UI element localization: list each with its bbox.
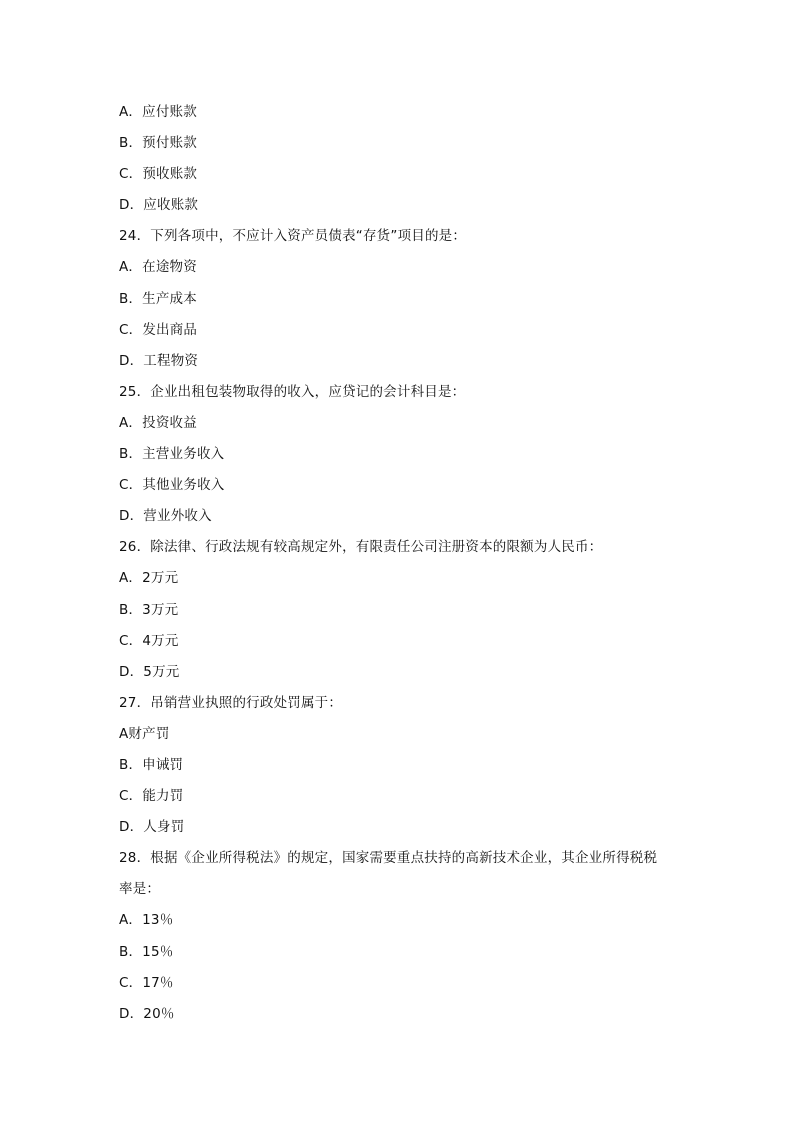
question-27-option-b: B．申诫罚 xyxy=(119,756,184,773)
question-28-text-line-1: 28．根据《企业所得税法》的规定，国家需要重点扶持的高新技术企业，其企业所得税税 xyxy=(119,850,658,867)
question-25-option-b: B．主营业务收入 xyxy=(119,446,225,463)
option-b-text: B．预付账款 xyxy=(119,135,197,152)
question-28-option-c: C．17％ xyxy=(119,974,174,991)
question-28-option-d: D．20％ xyxy=(119,1005,175,1022)
question-26-option-a: A．2万元 xyxy=(119,570,179,587)
question-24-option-d: D．工程物资 xyxy=(119,352,199,369)
question-27-text: 27．吊销营业执照的行政处罚属于： xyxy=(119,694,343,711)
question-27-option-c: C．能力罚 xyxy=(119,788,184,805)
question-25-option-c: C．其他业务收入 xyxy=(119,477,225,494)
question-24-option-b: B．生产成本 xyxy=(119,290,197,307)
question-28-option-a: A．13％ xyxy=(119,912,174,929)
question-27-option-d: D．人身罚 xyxy=(119,819,185,836)
question-25-text: 25．企业出租包装物取得的收入，应贷记的会计科目是： xyxy=(119,383,466,400)
question-24-option-c: C．发出商品 xyxy=(119,321,198,338)
question-24-text: 24．下列各项中，不应计入资产员债表“存货”项目的是： xyxy=(119,228,467,245)
question-26-option-d: D．5万元 xyxy=(119,663,180,680)
question-27-option-a: A财产罚 xyxy=(119,725,170,742)
question-26-option-b: B．3万元 xyxy=(119,601,179,618)
option-a-text: A．应付账款 xyxy=(119,104,197,120)
question-28-option-b: B．15％ xyxy=(119,943,174,960)
question-list xyxy=(119,101,699,1034)
question-24-option-a: A．在途物资 xyxy=(119,259,197,276)
option-d-text: D．应收账款 xyxy=(119,197,199,214)
question-26-text: 26．除法律、行政法规有较高规定外，有限责任公司注册资本的限额为人民币： xyxy=(119,539,603,556)
option-c-text: C．预收账款 xyxy=(119,166,198,183)
question-25-option-d: D．营业外收入 xyxy=(119,508,212,525)
question-25-option-a: A．投资收益 xyxy=(119,414,197,431)
question-26-option-c: C．4万元 xyxy=(119,632,179,649)
question-28-text-line-2: 率是： xyxy=(119,881,161,898)
